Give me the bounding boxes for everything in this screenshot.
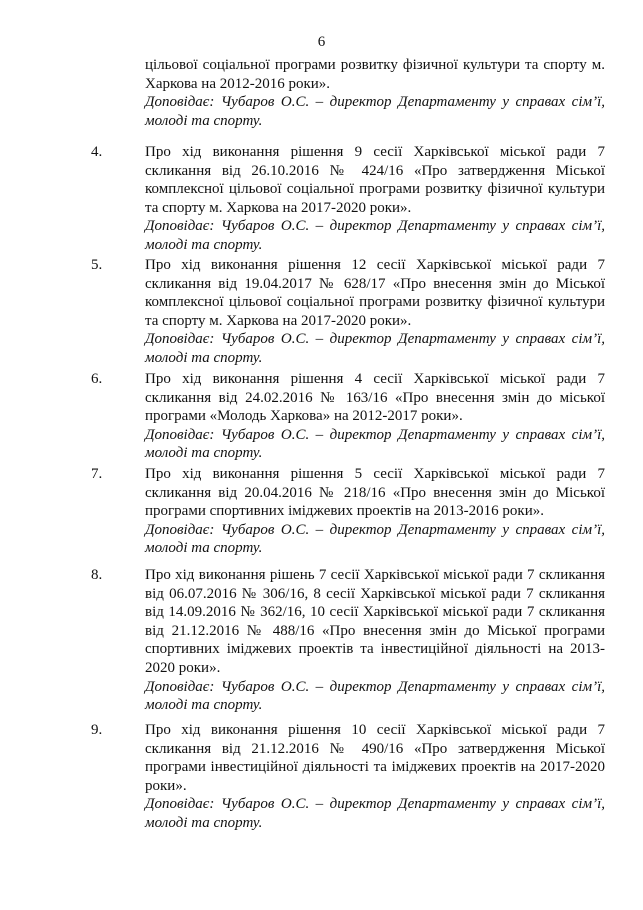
item-body <box>145 143 605 255</box>
item-number: 7. <box>91 466 103 482</box>
item-reporter: Доповідає: Чубаров О.С. – директор Департаменту у справах сім’ї, молоді та спорту. <box>145 796 605 831</box>
item-body <box>145 370 605 463</box>
item-number: 5. <box>91 257 103 273</box>
item-number: 6. <box>91 371 103 387</box>
item-number: 9. <box>91 722 103 738</box>
item-text: Про хід виконання рішення 10 сесії Харківської міської ради 7 скликання від 21.12.2016 № 490/16 «Про затвердження Міської програми інвестиційної діяльності та іміджевих проектів на 2017-2020 роки». <box>145 722 605 794</box>
item-body <box>145 566 605 715</box>
item-reporter: Доповідає: Чубаров О.С. – директор Департаменту у справах сім’ї, молоді та спорту. <box>145 331 605 366</box>
item-reporter: Доповідає: Чубаров О.С. – директор Департаменту у справах сім’ї, молоді та спорту. <box>145 521 605 557</box>
item-text: Про хід виконання рішення 12 сесії Харківської міської ради 7 скликання від 19.04.2017 № 628/17 «Про внесення змін до Міської комплексної цільової соціальної програми розвитку фізичної культури та спорту м. Харкова на 2017-2020 роки». <box>145 257 605 329</box>
item-text: Про хід виконання рішення 9 сесії Харківської міської ради 7 скликання від 26.10.2016 № 424/16 «Про затвердження Міської комплексної цільової соціальної програми розвитку фізичної культури та спорту м. Харкова на 2017-2020 роки». <box>145 144 605 216</box>
item-body <box>145 465 605 558</box>
continuation-block <box>145 56 605 130</box>
continuation-text: цільової соціальної програми розвитку фізичної культури та спорту м. Харкова на 2012-2016 роки». <box>145 57 605 92</box>
item-number: 8. <box>91 567 103 583</box>
item-text: Про хід виконання рішення 4 сесії Харківської міської ради 7 скликання від 24.02.2016 № 163/16 «Про внесення змін до міської програми «Молодь Харкова» на 2012-2017 роки». <box>145 371 605 425</box>
item-text: Про хід виконання рішення 5 сесії Харківської міської ради 7 скликання від 20.04.2016 № 218/16 «Про внесення змін до Міської програми спортивних іміджевих проектів на 2013-2016 роки». <box>145 466 605 520</box>
item-number: 4. <box>91 144 103 160</box>
item-body <box>145 721 605 833</box>
item-text: Про хід виконання рішень 7 сесії Харківської міської ради 7 скликання від 06.07.2016 № 306/16, 8 сесії Харківської міської ради 7 скликання від 14.09.2016 № 362/16, 10 сесії Харківської міської ради 7 скликання від 21.12.2016 № 488/16 «Про внесення змін до Міської програми спортивних іміджевих проектів та інвестиційної діяльності на 2013-2020 роки». <box>145 567 605 676</box>
item-reporter: Доповідає: Чубаров О.С. – директор Департаменту у справах сім’ї, молоді та спорту. <box>145 426 605 462</box>
item-body <box>145 256 605 368</box>
continuation-reporter: Доповідає: Чубаров О.С. – директор Департаменту у справах сім’ї, молоді та спорту. <box>145 94 605 129</box>
item-reporter: Доповідає: Чубаров О.С. – директор Департаменту у справах сім’ї, молоді та спорту. <box>145 218 605 253</box>
item-reporter: Доповідає: Чубаров О.С. – директор Департаменту у справах сім’ї, молоді та спорту. <box>145 678 605 714</box>
page-number: 6 <box>317 34 326 50</box>
